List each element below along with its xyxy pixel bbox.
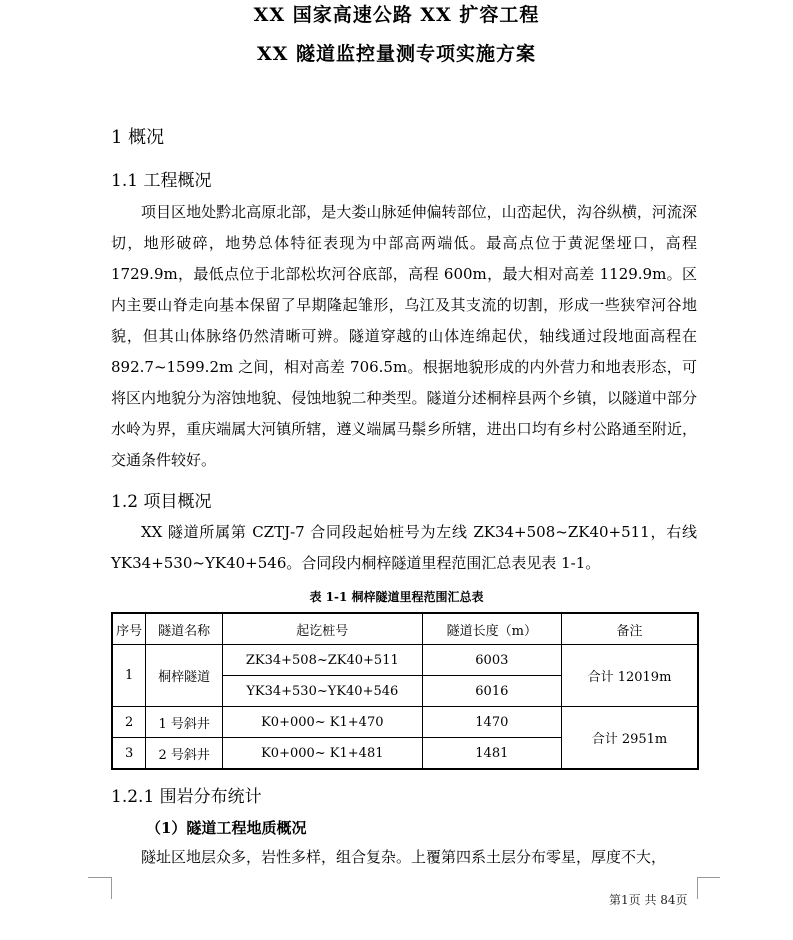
cell-length: 1470 xyxy=(422,707,561,738)
header-no: 序号 xyxy=(112,613,146,645)
heading-1-1: 1.1 工程概况 xyxy=(111,171,212,191)
cell-range: K0+000~ K1+470 xyxy=(222,707,422,738)
cell-no: 3 xyxy=(112,738,146,770)
cell-name: 桐梓隧道 xyxy=(146,645,223,707)
cell-name: 1 号斜井 xyxy=(146,707,223,738)
cell-length: 6016 xyxy=(422,676,561,707)
cell-remark: 合计 2951m xyxy=(562,707,699,770)
document-title-line1: XX 国家高速公路 XX 扩容工程 xyxy=(253,4,540,26)
cell-range: ZK34+508~ZK40+511 xyxy=(222,645,422,676)
crop-mark-right-horizontal xyxy=(697,877,720,878)
cell-remark: 合计 12019m xyxy=(562,645,699,707)
heading-1-2: 1.2 项目概况 xyxy=(111,492,212,512)
cell-name: 2 号斜井 xyxy=(146,738,223,770)
page-number: 第1页 共 84页 xyxy=(609,893,688,907)
document-title-line2: XX 隧道监控量测专项实施方案 xyxy=(256,43,537,65)
table-row xyxy=(112,645,698,676)
table-caption: 表 1-1 桐梓隧道里程范围汇总表 xyxy=(309,590,484,604)
table-header-row xyxy=(112,613,698,645)
paragraph-project-overview: XX 隧道所属第 CZTJ-7 合同段起始桩号为左线 ZK34+508~ZK40+511，右线 YK34+530~YK40+546。合同段内桐梓隧道里程范围汇总表见表 1-1。 xyxy=(111,523,697,572)
cell-length: 1481 xyxy=(422,738,561,770)
mileage-table xyxy=(111,612,699,770)
cell-no: 1 xyxy=(112,645,146,707)
paragraph-project-area: 项目区地处黔北高原北部，是大娄山脉延伸偏转部位，山峦起伏，沟谷纵横，河流深切，地形破碎，地势总体特征表现为中部高两端低。最高点位于黄泥堡垭口，高程 1729.9m，最低点位于北部松坎河谷底部，高程 600m，最大相对高差 1129.9m。区内主要山脊走向基本保留了早期隆起雏形，乌江及其支流的切割，形成一些狭窄河谷地貌，但其山体脉络仍然清晰可辨。隧道穿越的山体连绵起伏，轴线通过段地面高程在 892.7~1599.2m 之间，相对高差 706.5m。根据地貌形成的内外营力和地表形态，可将区内地貌分为溶蚀地貌、侵蚀地貌二种类型。隧道分述桐梓县两个乡镇，以隧道中部分水岭为界，重庆端属大河镇所辖，遵义端属马鬃乡所辖，进出口均有乡村公路通至附近，交通条件较好。 xyxy=(111,203,697,469)
cell-range: K0+000~ K1+481 xyxy=(222,738,422,770)
crop-mark-right-vertical xyxy=(697,877,698,899)
crop-mark-left-vertical xyxy=(111,877,112,899)
header-length: 隧道长度（m） xyxy=(422,613,561,645)
cell-length: 6003 xyxy=(422,645,561,676)
heading-geology-overview: （1）隧道工程地质概况 xyxy=(146,819,307,837)
crop-mark-left-horizontal xyxy=(88,877,111,878)
table-row xyxy=(112,707,698,738)
header-name: 隧道名称 xyxy=(146,613,223,645)
header-range: 起讫桩号 xyxy=(222,613,422,645)
cell-range: YK34+530~YK40+546 xyxy=(222,676,422,707)
paragraph-geology: 隧址区地层众多，岩性多样，组合复杂。上覆第四系土层分布零星，厚度不大， xyxy=(141,848,667,866)
heading-1-2-1: 1.2.1 围岩分布统计 xyxy=(111,787,262,807)
heading-1: 1 概况 xyxy=(111,127,165,148)
header-remark: 备注 xyxy=(562,613,699,645)
cell-no: 2 xyxy=(112,707,146,738)
